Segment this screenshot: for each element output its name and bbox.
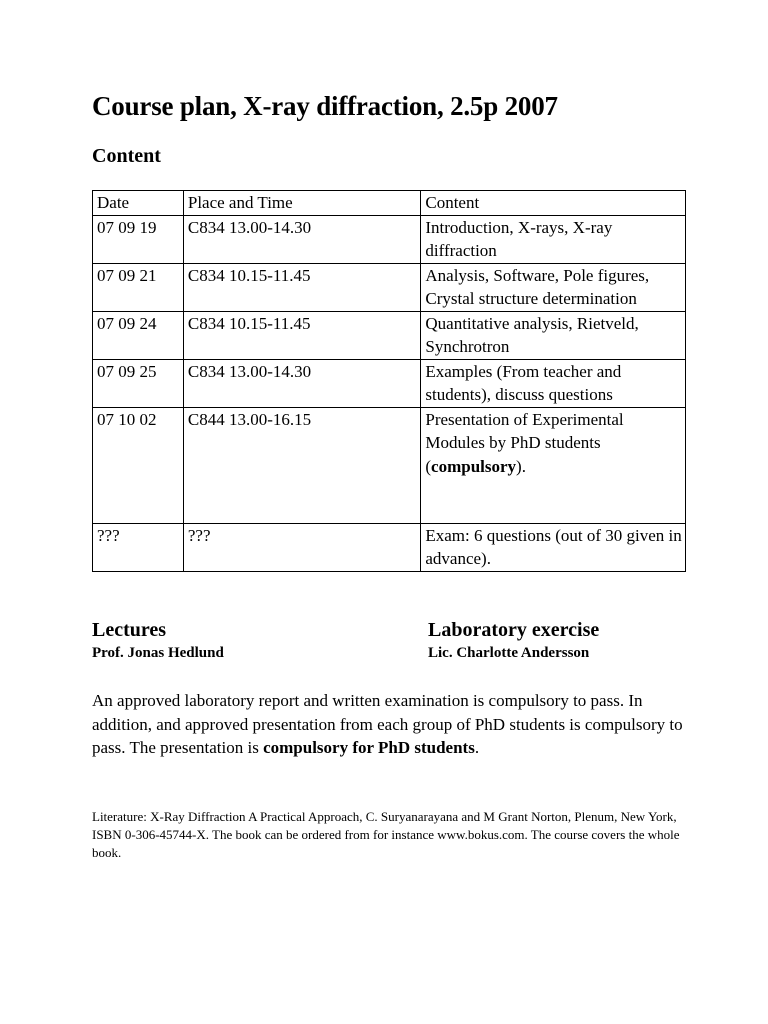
row-place-time: ??? [183,523,421,571]
row-date: 07 09 24 [93,311,184,359]
table-row [93,523,686,571]
row-content: Examples (From teacher and students), discuss questions [421,359,686,407]
row-place-time: C834 13.00-14.30 [183,359,421,407]
row-content: Analysis, Software, Pole figures, Crystal structure determination [421,263,686,311]
row-content-text-end: ). [516,456,526,476]
row-place-time: C844 13.00-16.15 [183,407,421,523]
row-place-time: C834 13.00-14.30 [183,215,421,263]
staff-section [92,618,692,668]
lecturer-name: Prof. Jonas Hedlund [92,645,224,661]
row-place-time: C834 10.15-11.45 [183,263,421,311]
row-content-text: Presentation of Experimental Modules by PhD students ( [425,409,624,476]
header-place-time: Place and Time [183,191,421,216]
requirements-text: An approved laboratory report and written examination is compulsory to pass. In addition, and approved presentation from each group of PhD students is compulsory to pass. The presentation is [92,691,683,757]
row-content: Introduction, X-rays, X-ray diffraction [421,215,686,263]
schedule-table [92,190,686,572]
table-row [93,407,686,523]
lectures-block [92,618,224,662]
requirements-paragraph [92,689,692,760]
row-content [421,407,686,523]
requirements-text-end: . [474,738,480,757]
laboratory-heading: Laboratory exercise [428,619,600,641]
table-row [93,215,686,263]
row-date: ??? [93,523,184,571]
table-row [93,359,686,407]
table-row [93,311,686,359]
row-date: 07 09 25 [93,359,184,407]
literature-paragraph: Literature: X-Ray Diffraction A Practical Approach, C. Suryanarayana and M Grant Norton, Plenum, New York, ISBN 0-306-45744-X. The book can be ordered from for instance www.bokus.com. The course covers the whole book. [92,809,680,860]
section-heading-content: Content [92,145,161,167]
laboratory-instructor-name: Lic. Charlotte Andersson [428,645,590,661]
requirements-emphasis: compulsory for PhD students [263,738,475,757]
table-header-row [93,191,686,216]
row-content: Exam: 6 questions (out of 30 given in advance). [421,523,686,571]
row-place-time: C834 10.15-11.45 [183,311,421,359]
row-date: 07 10 02 [93,407,184,523]
row-date: 07 09 21 [93,263,184,311]
header-content: Content [421,191,686,216]
page-title: Course plan, X-ray diffraction, 2.5p 2007 [92,91,558,121]
header-date: Date [93,191,184,216]
row-date: 07 09 19 [93,215,184,263]
table-row [93,263,686,311]
compulsory-emphasis: compulsory [431,456,517,476]
row-content: Quantitative analysis, Rietveld, Synchrotron [421,311,686,359]
laboratory-block [428,618,599,662]
lectures-heading: Lectures [92,619,167,641]
